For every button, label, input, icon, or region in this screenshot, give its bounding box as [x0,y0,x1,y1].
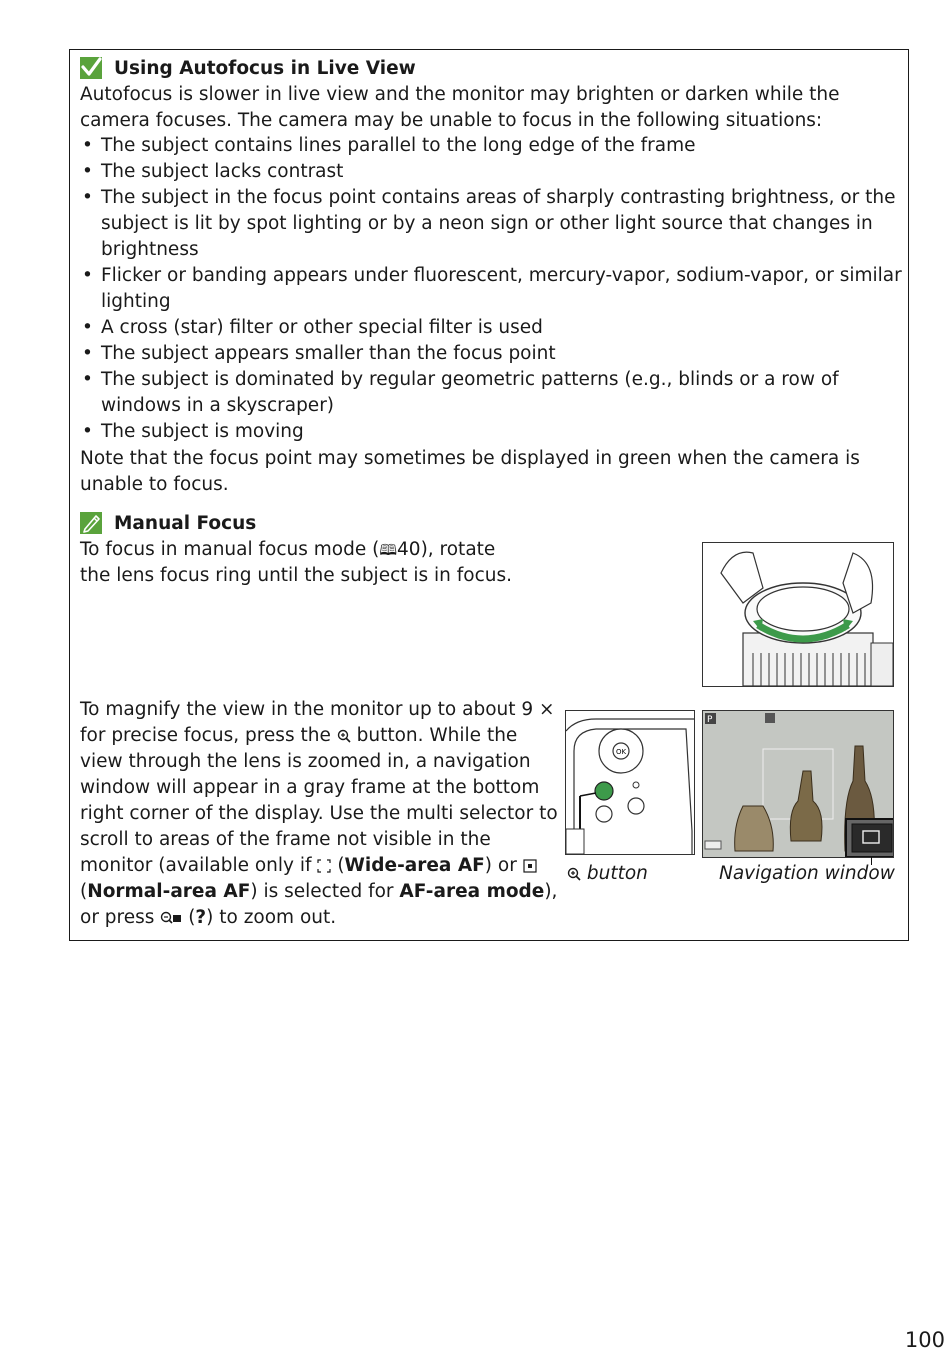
navigation-window-caption: Navigation window [719,863,895,884]
book-icon: 🕮 [379,541,398,559]
mf-paragraph-1: To focus in manual focus mode (🕮40), rotate the lens focus ring until the subject is in focus. [80,539,513,586]
list-item: • The subject contains lines parallel to the long edge of the frame [80,133,902,159]
zoom-button-caption: button [567,863,648,884]
zoomed-monitor-illustration [702,710,894,858]
list-item: • Flicker or banding appears under fluorescent, mercury-vapor, sodium-vapor, or similar lighting [80,263,902,315]
mf-note-heading [80,510,256,536]
svg-text:OK: OK [615,748,627,756]
checkmark-icon [80,57,102,79]
zoom-in-icon [567,867,581,881]
lens-focus-ring-illustration [702,542,894,687]
list-item: • The subject appears smaller than the focus point [80,341,902,367]
mf-note-title: Manual Focus [114,512,257,534]
pencil-icon [80,512,102,534]
af-note-heading [80,55,416,81]
camera-back-illustration [565,710,695,855]
af-closing: Note that the focus point may sometimes be displayed in green when the camera is unable to focus. [80,448,860,495]
zoom-in-icon [337,729,351,743]
af-intro: Autofocus is slower in live view and the monitor may brighten or darken while the camera focuses. The camera may be unable to focus in the following situations: [80,84,840,131]
list-item: • The subject is dominated by regular geometric patterns (e.g., blinds or a row of windows in a skyscraper) [80,367,902,419]
page-number: 100 [904,1328,945,1352]
normal-area-af-icon [523,859,537,873]
af-note-title: Using Autofocus in Live View [114,57,416,79]
list-item: • A cross (star) filter or other special filter is used [80,315,902,341]
af-situations-list [80,133,902,445]
zoom-out-icon [160,911,182,925]
list-item: • The subject in the focus point contains areas of sharply contrasting brightness, or the subject is lit by spot lighting or by a neon sign or other light source that changes in brightness [80,185,902,263]
wide-area-af-icon [317,859,331,873]
mf-paragraph-2: To magnify the view in the monitor up to about 9 × for precise focus, press the button. While the view through the lens is zoomed in, a navigation window will appear in a gray frame at the bottom right corner of the display. Use the multi selector to scroll to areas of the frame not visible in the monitor (available only if (Wide-area AF) or (Normal-area AF) is selected for AF-area mode), or press (?) to zoom out. [80,699,558,928]
list-item: • The subject is moving [80,419,902,445]
svg-text:P: P [707,715,713,725]
list-item: • The subject lacks contrast [80,159,902,185]
